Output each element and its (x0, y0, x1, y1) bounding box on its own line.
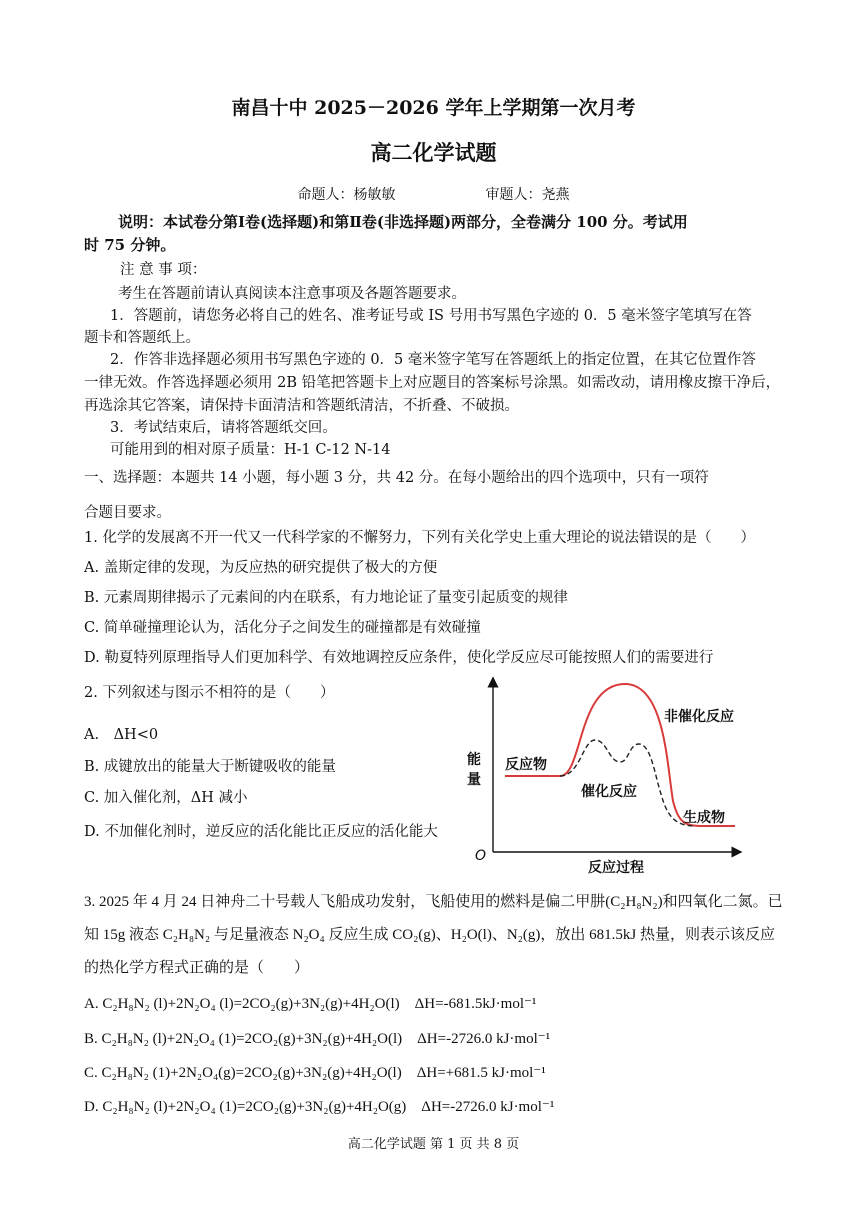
q2-option-a: A. ΔH<0 (84, 727, 159, 743)
q1-option-b: B. 元素周期律揭示了元素间的内在联系，有力地论证了量变引起质变的规律 (84, 590, 568, 606)
section-heading-line-1: 一、选择题：本题共 14 小题，每小题 3 分，共 42 分。在每小题给出的四个选项中，只有一项符 (84, 470, 709, 486)
catalyzed-curve (560, 740, 695, 826)
attention-heading: 注 意 事 项： (120, 262, 207, 278)
instruction-3: 3．考试结束后，请将答题纸交回。 (110, 420, 337, 436)
q3-stem-line-2: 知 15g 液态 C₂H₈N₂ 与足量液态 N₂O₄ 反应生成 CO₂(g)、H₂O(l)、N₂(g)，放出 681.5kJ 热量，则表示该反应 (84, 927, 775, 943)
note-line-1: 说明：本试卷分第Ⅰ卷(选择题)和第Ⅱ卷(非选择题)两部分，全卷满分 100 分。考试用 (118, 213, 688, 231)
page-footer: 高二化学试题 第 1 页 共 8 页 (347, 1137, 520, 1152)
q2-option-d: D. 不加催化剂时，逆反应的活化能比正反应的活化能大 (84, 824, 438, 840)
y-axis-label-1: 能 (467, 752, 481, 768)
q3-option-c: C. C₂H₈N₂ (1)+2N₂O₄(g)=2CO₂(g)+3N₂(g)+4H₂O(l) ΔH=+681.5 kJ·mol⁻¹ (84, 1065, 546, 1081)
origin-label: O (475, 848, 487, 864)
instruction-1-line-1: 1．答题前，请您务必将自己的姓名、准考证号或 IS 号用书写黑色字迹的 0．5 毫米签字笔填写在答 (110, 308, 752, 324)
q2-option-c: C. 加入催化剂，ΔH 减小 (84, 790, 248, 806)
subject-title: 高二化学试题 (370, 140, 497, 165)
uncatalyzed-curve (505, 684, 735, 826)
section-heading-line-2: 合题目要求。 (84, 505, 171, 521)
reactants-label: 反应物 (505, 757, 547, 773)
q1-option-a: A. 盖斯定律的发现，为反应热的研究提供了极大的方便 (84, 560, 438, 576)
q3-option-a: A. C₂H₈N₂ (l)+2N₂O₄ (l)=2CO₂(g)+3N₂(g)+4H₂O(l) ΔH=-681.5kJ·mol⁻¹ (84, 996, 537, 1012)
instruction-2-line-2: 一律无效。作答选择题必须用 2B 铅笔把答题卡上对应题目的答案标号涂黑。如需改动，请用橡皮擦干净后， (84, 375, 781, 391)
products-label: 生成物 (683, 810, 725, 826)
author: 命题人：杨敏敏 (297, 187, 396, 203)
school-title: 南昌十中 2025－2026 学年上学期第一次月考 (231, 97, 636, 119)
instruction-0: 考生在答题前请认真阅读本注意事项及各题答题要求。 (118, 286, 466, 302)
y-axis-label-2: 量 (467, 772, 481, 788)
reviewer: 审题人：尧燕 (485, 187, 570, 203)
q1-stem: 1. 化学的发展离不开一代又一代科学家的不懈努力，下列有关化学史上重大理论的说法错误的是（ ） (84, 530, 755, 546)
atomic-mass-line: 可能用到的相对原子质量：H-1 C-12 N-14 (110, 442, 391, 458)
instruction-2-line-1: 2．作答非选择题必须用书写黑色字迹的 0．5 毫米签字笔写在答题纸上的指定位置，在其它位置作答 (110, 352, 756, 368)
q1-option-c: C. 简单碰撞理论认为，活化分子之间发生的碰撞都是有效碰撞 (84, 620, 481, 636)
q3-option-b: B. C₂H₈N₂ (l)+2N₂O₄ (1)=2CO₂(g)+3N₂(g)+4H₂O(l) ΔH=-2726.0 kJ·mol⁻¹ (84, 1031, 551, 1047)
q1-option-d: D. 勒夏特列原理指导人们更加科学、有效地调控反应条件，使化学反应尽可能按照人们的需要进行 (84, 650, 714, 666)
q3-stem-line-1: 3. 2025 年 4 月 24 日神舟二十号载人飞船成功发射，飞船使用的燃料是偏二甲肼(C₂H₈N₂)和四氧化二氮。已 (84, 894, 783, 910)
note-line-2: 时 75 分钟。 (84, 236, 176, 254)
q3-stem-line-3: 的热化学方程式正确的是（ ） (84, 960, 310, 976)
instruction-1-line-2: 题卡和答题纸上。 (84, 330, 200, 346)
energy-diagram (455, 676, 755, 881)
x-axis-label: 反应过程 (588, 860, 644, 876)
authors-line (0, 185, 867, 205)
catalyzed-label: 催化反应 (581, 784, 637, 800)
q3-option-d: D. C₂H₈N₂ (l)+2N₂O₄ (1)=2CO₂(g)+3N₂(g)+4H₂O(g) ΔH=-2726.0 kJ·mol⁻¹ (84, 1099, 555, 1115)
uncatalyzed-label: 非催化反应 (664, 709, 734, 725)
q2-stem: 2. 下列叙述与图示不相符的是（ ） (84, 685, 335, 701)
q2-option-b: B. 成键放出的能量大于断键吸收的能量 (84, 759, 336, 775)
instruction-2-line-3: 再选涂其它答案，请保持卡面清洁和答题纸清洁，不折叠、不破损。 (84, 398, 519, 414)
